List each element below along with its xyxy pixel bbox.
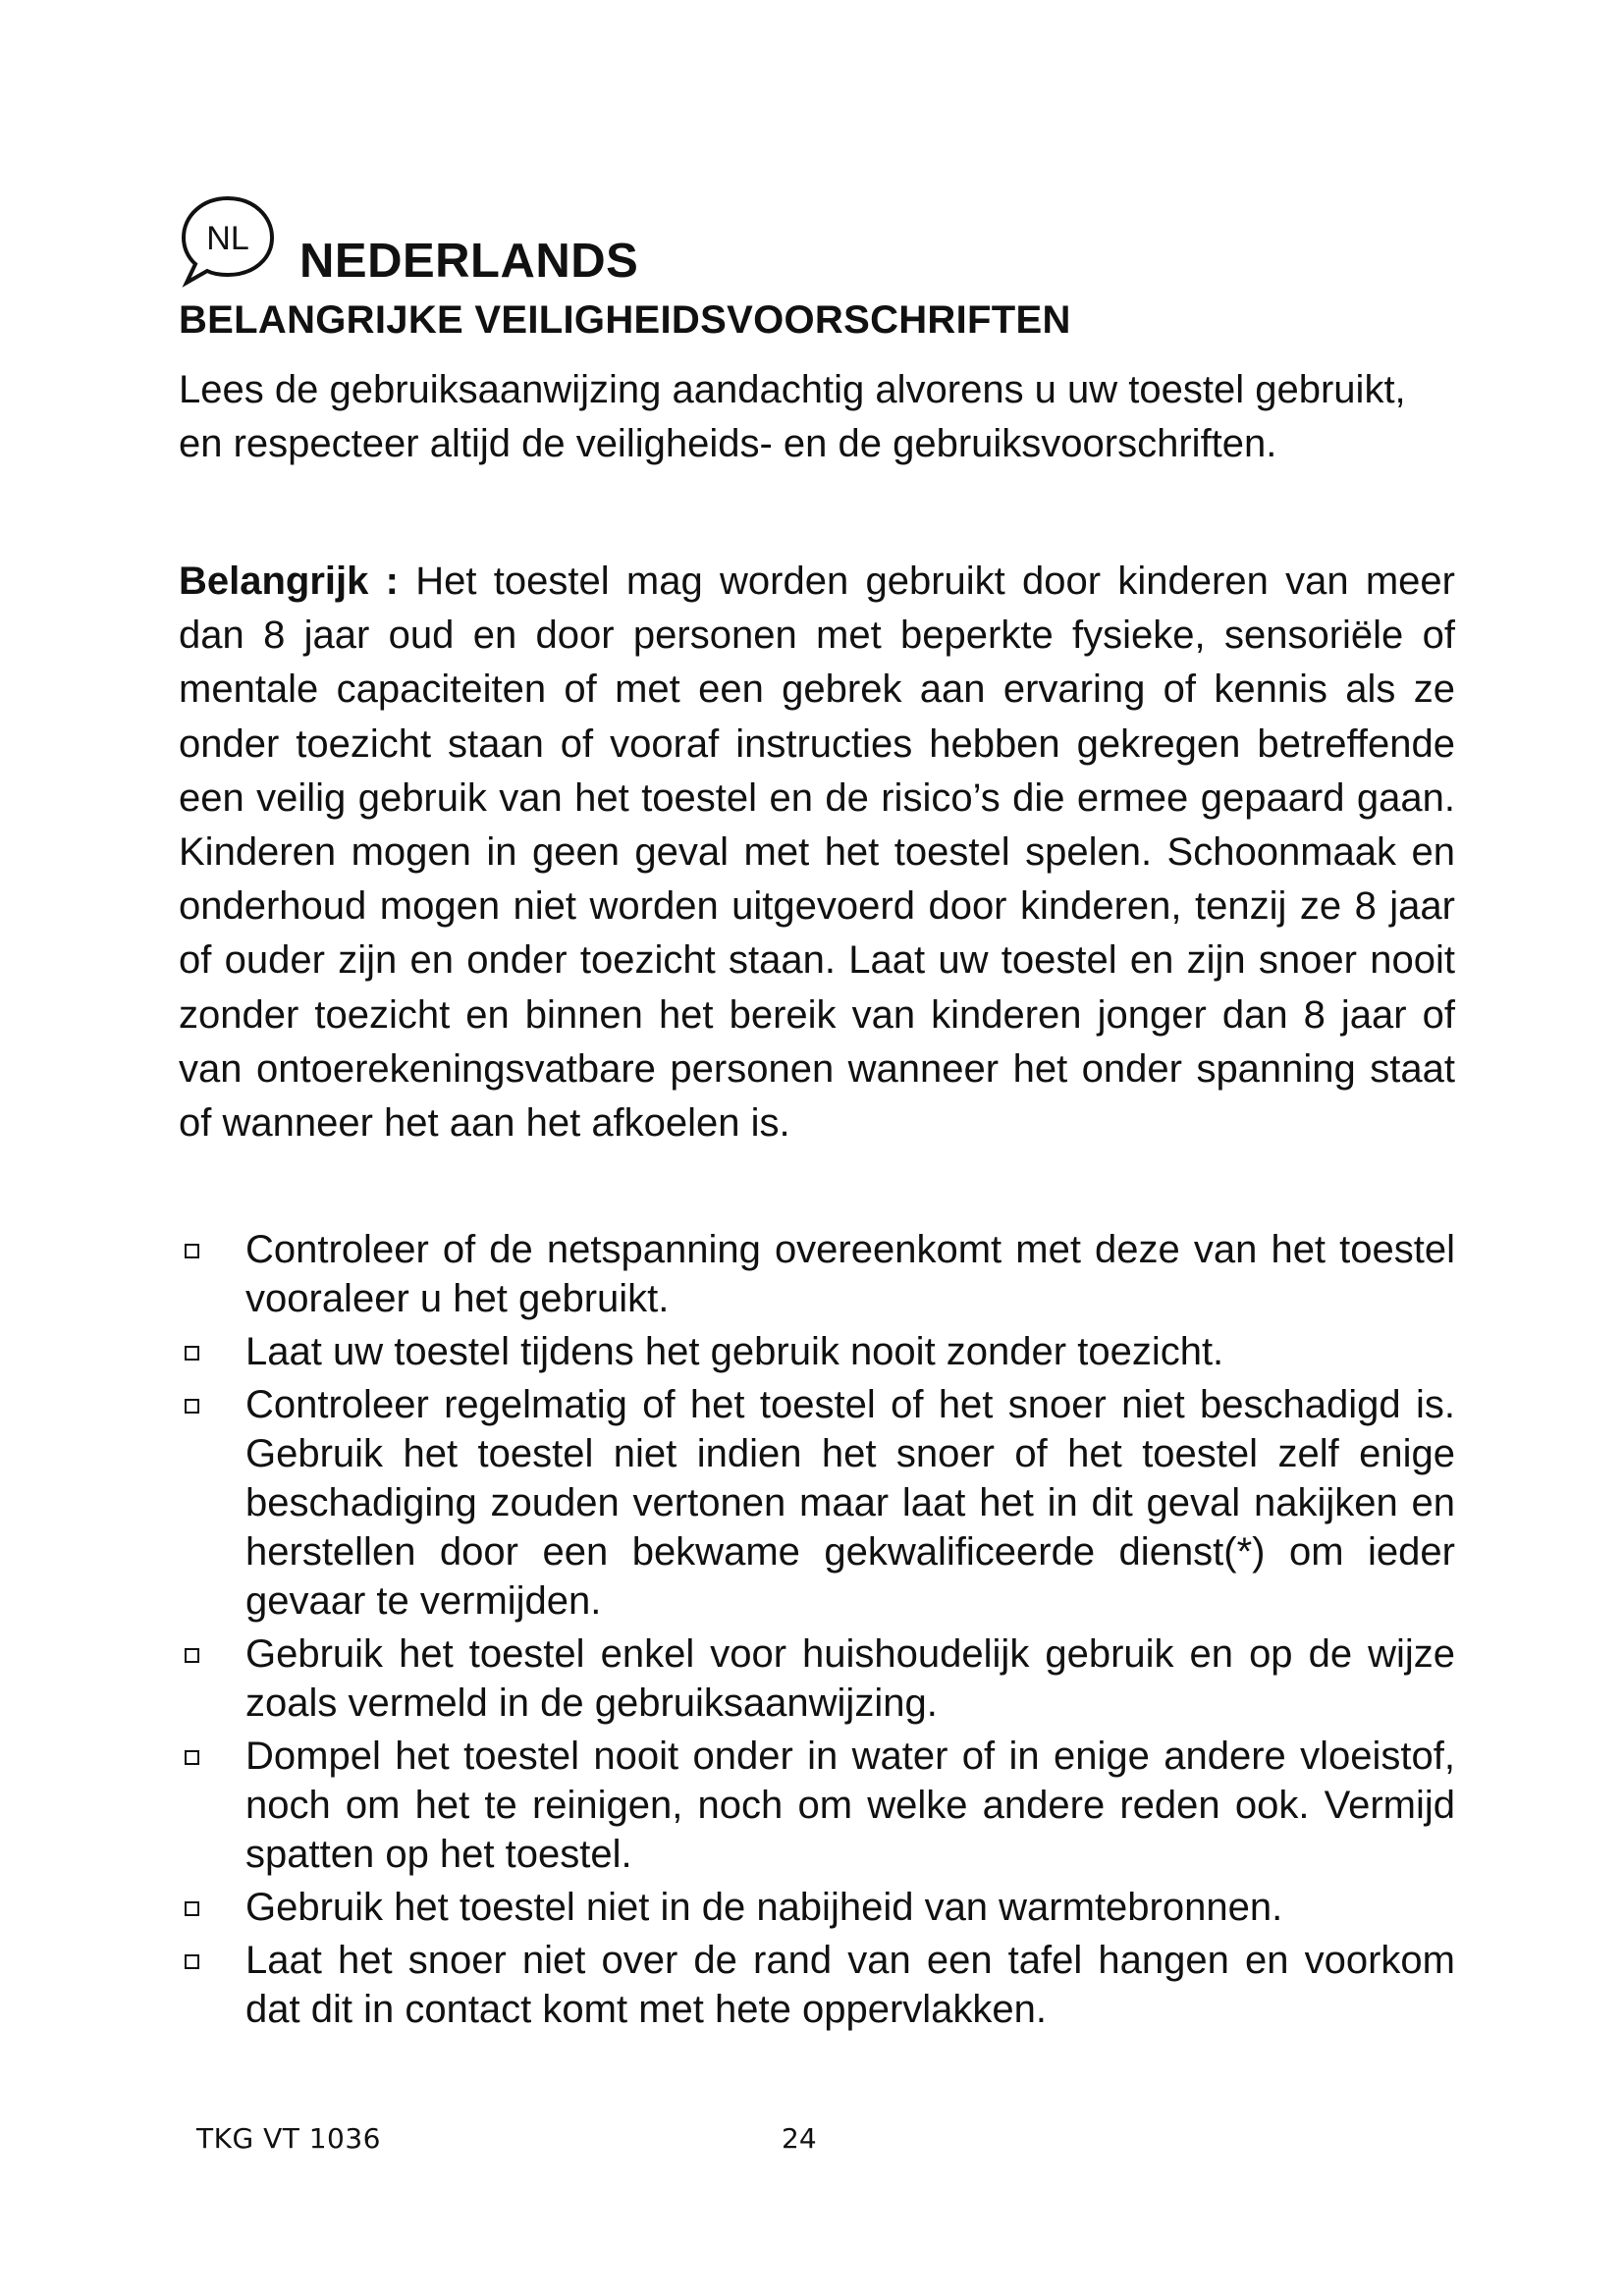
footer-model: TKG VT 1036 bbox=[196, 2122, 381, 2155]
list-item: Laat uw toestel tijdens het gebruik nooit zonder toezicht. bbox=[179, 1327, 1455, 1376]
list-item: Gebruik het toestel niet in de nabijheid van warmtebronnen. bbox=[179, 1883, 1455, 1932]
section-title: BELANGRIJKE VEILIGHEIDSVOORSCHRIFTEN bbox=[179, 298, 1071, 342]
intro-paragraph: Lees de gebruiksaanwijzing aandachtig alvorens u uw toestel gebruikt, en respecteer altijd de veiligheids- en de gebruiksvoorschriften. bbox=[179, 368, 1406, 465]
important-paragraph bbox=[179, 555, 1455, 1150]
checkbox-bullet-icon bbox=[185, 1346, 199, 1361]
list-item: Dompel het toestel nooit onder in water of in enige andere vloeistof, noch om het te reinigen, noch om welke andere reden ook. Vermijd spatten op het toestel. bbox=[179, 1732, 1455, 1879]
footer-page-number: 24 bbox=[782, 2122, 817, 2155]
checkbox-bullet-icon bbox=[185, 1901, 199, 1916]
checkbox-bullet-icon bbox=[185, 1244, 199, 1258]
language-header bbox=[177, 192, 864, 291]
language-title: NEDERLANDS bbox=[299, 235, 639, 288]
list-item: Gebruik het toestel enkel voor huishoudelijk gebruik en op de wijze zoals vermeld in de gebruiksaanwijzing. bbox=[179, 1629, 1455, 1728]
safety-bullet-list bbox=[179, 1225, 1455, 2038]
checkbox-bullet-icon bbox=[185, 1399, 199, 1414]
speech-bubble-icon bbox=[177, 192, 279, 291]
list-item: Controleer of de netspanning overeenkomt met deze van het toestel vooraleer u het gebruikt. bbox=[179, 1225, 1455, 1323]
checkbox-bullet-icon bbox=[185, 1648, 199, 1663]
badge-text: NL bbox=[206, 220, 249, 257]
important-text: Het toestel mag worden gebruikt door kinderen van meer dan 8 jaar oud en door personen met beperkte fysieke, sensoriële of mentale capaciteiten of met een gebrek aan ervaring of kennis als ze onder toezicht staan of vooraf instructies hebben gekregen betreffende een veilig gebruik van het toestel en de risico’s die ermee gepaard gaan. Kinderen mogen in geen geval met het toestel spelen. Schoonmaak en onderhoud mogen niet worden uitgevoerd door kinderen, tenzij ze 8 jaar of ouder zijn en onder toezicht staan. Laat uw toestel en zijn snoer nooit zonder toezicht en binnen het bereik van kinderen jonger dan 8 jaar of van ontoerekeningsvatbare personen wanneer het onder spanning staat of wanneer het aan het afkoelen is. bbox=[179, 560, 1455, 1146]
checkbox-bullet-icon bbox=[185, 1954, 199, 1969]
checkbox-bullet-icon bbox=[185, 1750, 199, 1765]
list-item: Controleer regelmatig of het toestel of het snoer niet beschadigd is. Gebruik het toestel niet indien het snoer of het toestel zelf enige beschadiging zouden vertonen maar laat het in dit geval nakijken en herstellen door een bekwame gekwalificeerde dienst(*) om ieder gevaar te vermijden. bbox=[179, 1380, 1455, 1626]
important-label: Belangrijk : bbox=[179, 560, 399, 603]
list-item: Laat het snoer niet over de rand van een tafel hangen en voorkom dat dit in contact komt met hete oppervlakken. bbox=[179, 1936, 1455, 2034]
